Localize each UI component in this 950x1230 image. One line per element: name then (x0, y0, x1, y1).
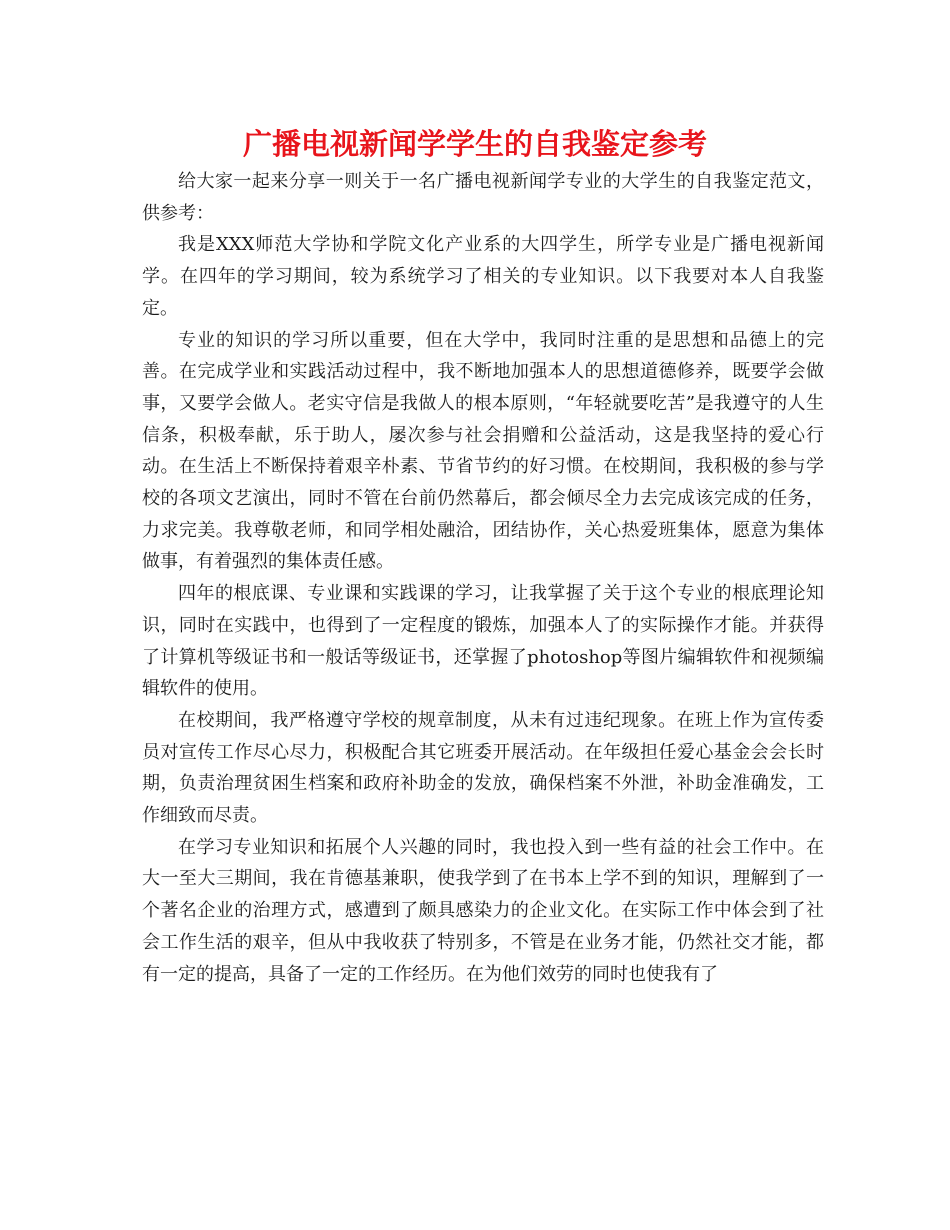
paragraph-self-introduction: 我是XXX师范大学协和学院文化产业系的大四学生，所学专业是广播电视新闻学。在四年的学习期间，较为系统学习了相关的专业知识。以下我要对本人自我鉴定。 (142, 234, 824, 319)
document-title: 广播电视新闻学学生的自我鉴定参考 (242, 127, 707, 161)
paragraph-social-work: 在学习专业知识和拓展个人兴趣的同时，我也投入到一些有益的社会工作中。在大一至大三期间，我在肯德基兼职，使我学到了在书本上学不到的知识，理解到了一个著名企业的治理方式，感遭到了颇具感染力的企业文化。在实际工作中体会到了社会工作生活的艰辛，但从中我收获了特别多，不管是在业务才能，仍然社交才能，都有一定的提高，具备了一定的工作经历。在为他们效劳的同时也使我有了 (142, 836, 824, 985)
document-body (142, 166, 824, 990)
paragraph-coursework: 四年的根底课、专业课和实践课的学习，让我掌握了关于这个专业的根底理论知识，同时在实践中，也得到了一定程度的锻炼，加强本人了的实际操作才能。并获得了计算机等级证书和一般话等级证书，还掌握了photoshop等图片编辑软件和视频编辑软件的使用。 (142, 583, 824, 700)
paragraph-discipline: 在校期间，我严格遵守学校的规章制度，从未有过违纪现象。在班上作为宣传委员对宣传工作尽心尽力，积极配合其它班委开展活动。在年级担任爱心基金会会长时期，负责治理贫困生档案和政府补助金的发放，确保档案不外泄，补助金准确发，工作细致而尽责。 (142, 709, 824, 827)
paragraph-moral-character: 专业的知识的学习所以重要，但在大学中，我同时注重的是思想和品德上的完善。在完成学业和实践活动过程中，我不断地加强本人的思想道德修养，既要学会做事，又要学会做人。老实守信是我做人的根本原则，“年轻就要吃苦”是我遵守的人生信条，积极奉献，乐于助人，屡次参与社会捐赠和公益活动，这是我坚持的爱心行动。在生活上不断保持着艰辛朴素、节省节约的好习惯。在校期间，我积极的参与学校的各项文艺演出，同时不管在台前仍然幕后，都会倾尽全力去完成该完成的任务，力求完美。我尊敬老师，和同学相处融洽，团结协作，关心热爱班集体，愿意为集体做事，有着强烈的集体责任感。 (142, 329, 824, 573)
paragraph-intro: 给大家一起来分享一则关于一名广播电视新闻学专业的大学生的自我鉴定范文，供参考： (142, 171, 824, 224)
